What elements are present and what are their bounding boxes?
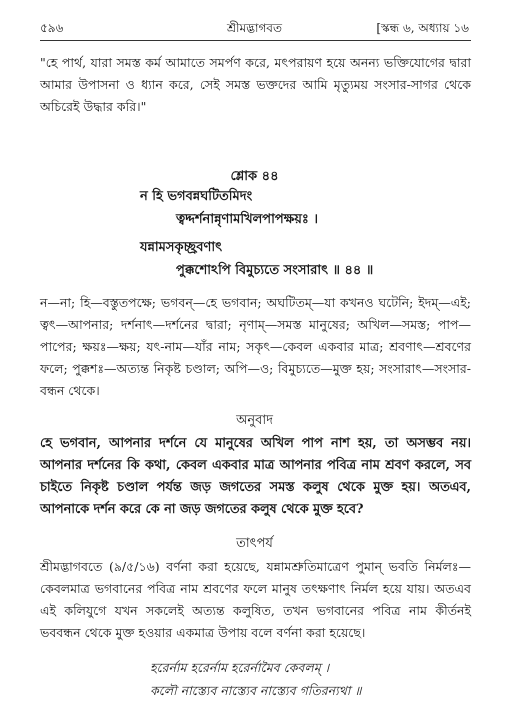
translation-heading: অনুবাদ — [236, 413, 273, 428]
translation-paragraph: হে ভগবান, আপনার দর্শনে যে মানুষের অখিল পাপ নাশ হয়, তা অসম্ভব নয়। আপনার দর্শনের কি কথা, কেবল একবার মাত্র আপনার পবিত্র নাম শ্রবণ করলে, সব চাইতে নিকৃষ্ট চণ্ডাল পর্যন্ত জড় জগতের সমস্ত কলুষ থেকে মুক্ত হয়। অতএব, আপনাকে দর্শন করে কে না জড় জগতের কলুষ থেকে মুক্ত হবে? — [40, 436, 471, 517]
book-title: শ্রীমদ্ভাগবত — [226, 21, 282, 35]
header-divider — [40, 40, 471, 41]
couplet-line-1: হরের্নাম হরের্নাম হরের্নামৈব কেবলম্ । — [150, 660, 330, 675]
synonyms-paragraph: ন—না; হি—বস্তুতপক্ষে; ভগবন্—হে ভগবান; অঘটিতম্—যা কখনও ঘটেনি; ইদম্—এই; ত্বৎ—আপনার; দর্শনাৎ—দর্শনের দ্বারা; নৃণাম্—সমস্ত মানুষের; অখিল—সমস্ত; পাপ—পাপের; ক্ষয়ঃ—ক্ষয়; যৎ-নাম—যাঁর নাম; সকৃৎ—কেবল একবার মাত্র; শ্রবণাৎ—শ্রবণের ফলে; পুক্কশঃ—অত্যন্ত নিকৃষ্ট চণ্ডাল; অপি—ও; বিমুচ্যতে—মুক্ত হয়; সংসারাৎ—সংসার-বন্ধন থেকে। — [40, 295, 471, 398]
couplet-line-2: কলৌ নাস্ত্যেব নাস্ত্যেব নাস্ত্যেব গতিরন্যথা ॥ — [150, 683, 362, 698]
verse-line-3: যন্নামসকৃচ্ছ্রবণাৎ — [140, 240, 223, 255]
quote-paragraph: "হে পার্থ, যারা সমস্ত কর্ম আমাতে সমর্পণ করে, মৎপরায়ণ হয়ে অনন্য ভক্তিযোগের দ্বারা আমার উপাসনা ও ধ্যান করে, সেই সমস্ত ভক্তদের আমি মৃত্যুময় সংসার-সাগর থেকে অচিরেই উদ্ধার করি।" — [40, 55, 471, 114]
shloka-heading: শ্লোক ৪৪ — [230, 169, 279, 184]
verse-line-4: পুক্কশোঽপি বিমুচ্যতে সংসারাৎ ॥ ৪৪ ॥ — [176, 263, 374, 278]
page-header — [40, 20, 469, 38]
verse-line-2: ত্বদ্দর্শনান্নৃণামখিলপাপক্ষয়ঃ । — [176, 212, 319, 227]
verse-line-1: ন হি ভগবন্নঘটিতমিদং — [140, 189, 253, 204]
page-number: ৫৯৬ — [40, 21, 64, 35]
purport-heading: তাৎপর্য — [236, 536, 273, 551]
purport-paragraph: শ্রীমদ্ভাগবতে (৯/৫/১৬) বর্ণনা করা হয়েছে, যন্নামশ্রুতিমাত্রেণ পুমান্ ভবতি নির্মলঃ—কেবলমাত্র ভগবানের পবিত্র নাম শ্রবণের ফলে মানুষ তৎক্ষণাৎ নির্মল হয়ে যায়। অতএব এই কলিযুগে যখন সকলেই অত্যন্ত কলুষিত, তখন ভগবানের পবিত্র নাম কীর্তনই ভববন্ধন থেকে মুক্ত হওয়ার একমাত্র উপায় বলে বর্ণনা করা হয়েছে। — [40, 559, 471, 640]
canto-chapter-label: [স্কন্ধ ৬, অধ্যায় ১৬ — [376, 21, 469, 35]
